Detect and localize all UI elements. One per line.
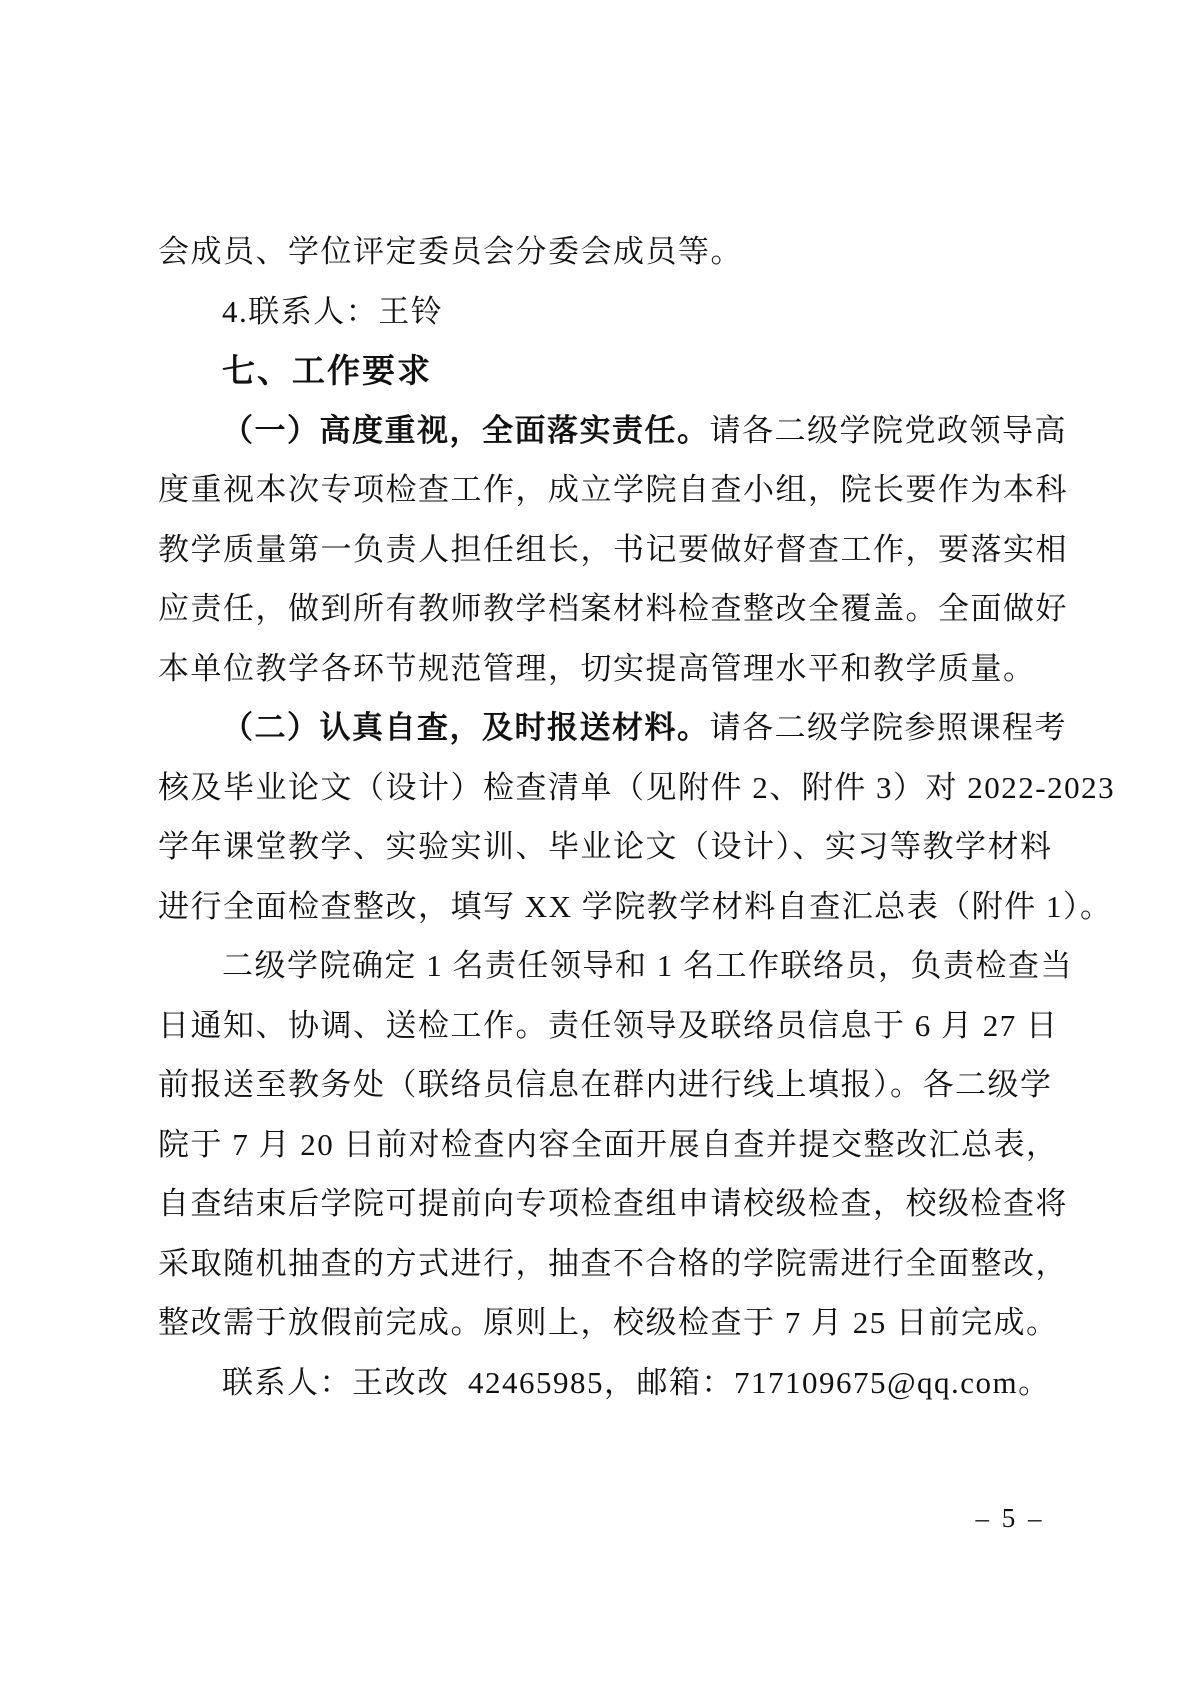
para-three-line-4: 院于 7 月 20 日前对检查内容全面开展自查并提交整改汇总表， xyxy=(158,1126,1059,1162)
para-three-line-3: 前报送至教务处（联络员信息在群内进行线上填报）。各二级学 xyxy=(158,1067,1053,1102)
contact-item-4: 4.联系人：王铃 xyxy=(222,293,444,329)
page-number: – 5 – xyxy=(975,1503,1045,1533)
contact-line: 联系人：王改改 42465985，邮箱：717109675@qq.com。 xyxy=(222,1364,1051,1400)
para-three-line-6: 采取随机抽查的方式进行，抽查不合格的学院需进行全面整改， xyxy=(158,1245,1068,1281)
para-three-line-7: 整改需于放假前完成。原则上，校级检查于 7 月 25 日前完成。 xyxy=(158,1305,1059,1340)
para-one-line-3: 教学质量第一负责人担任组长，书记要做好督查工作，要落实相 xyxy=(158,531,1068,567)
para-three-line-5: 自查结束后学院可提前向专项检查组申请校级检查，校级检查将 xyxy=(158,1186,1068,1221)
para-three-line-1: 二级学院确定 1 名责任领导和 1 名工作联络员，负责检查当 xyxy=(222,948,1073,983)
para-two-line-3: 学年课堂教学、实验实训、毕业论文（设计）、实习等教学材料 xyxy=(158,829,1053,864)
para-one-line-2: 度重视本次专项检查工作，成立学院自查小组，院长要作为本科 xyxy=(158,472,1068,507)
section-heading: 七、工作要求 xyxy=(222,352,432,389)
para-one-lead: （一）高度重视，全面落实责任。 xyxy=(222,412,710,448)
para-one-line-5: 本单位教学各环节规范管理，切实提高管理水平和教学质量。 xyxy=(158,650,1036,686)
para-one-line-1-rest: 请各二级学院党政领导高 xyxy=(709,412,1067,448)
para-two-line-1-rest: 请各二级学院参照课程考 xyxy=(709,710,1067,745)
para-two-lead: （二）认真自查，及时报送材料。 xyxy=(222,710,710,745)
para-two-line-4: 进行全面检查整改，填写 XX 学院教学材料自查汇总表（附件 1）。 xyxy=(158,888,1113,924)
para-two-line-2: 核及毕业论文（设计）检查清单（见附件 2、附件 3）对 2022-2023 xyxy=(158,769,1116,805)
para-three-line-2: 日通知、协调、送检工作。责任领导及联络员信息于 6 月 27 日 xyxy=(158,1007,1059,1043)
paragraph-previous-tail: 会成员、学位评定委员会分委会成员等。 xyxy=(158,234,743,269)
para-one-line-4: 应责任，做到所有教师教学档案材料检查整改全覆盖。全面做好 xyxy=(158,591,1068,626)
para-one-line-1 xyxy=(158,401,1067,461)
body-text xyxy=(158,222,1116,1412)
para-two-line-1 xyxy=(158,698,1067,758)
